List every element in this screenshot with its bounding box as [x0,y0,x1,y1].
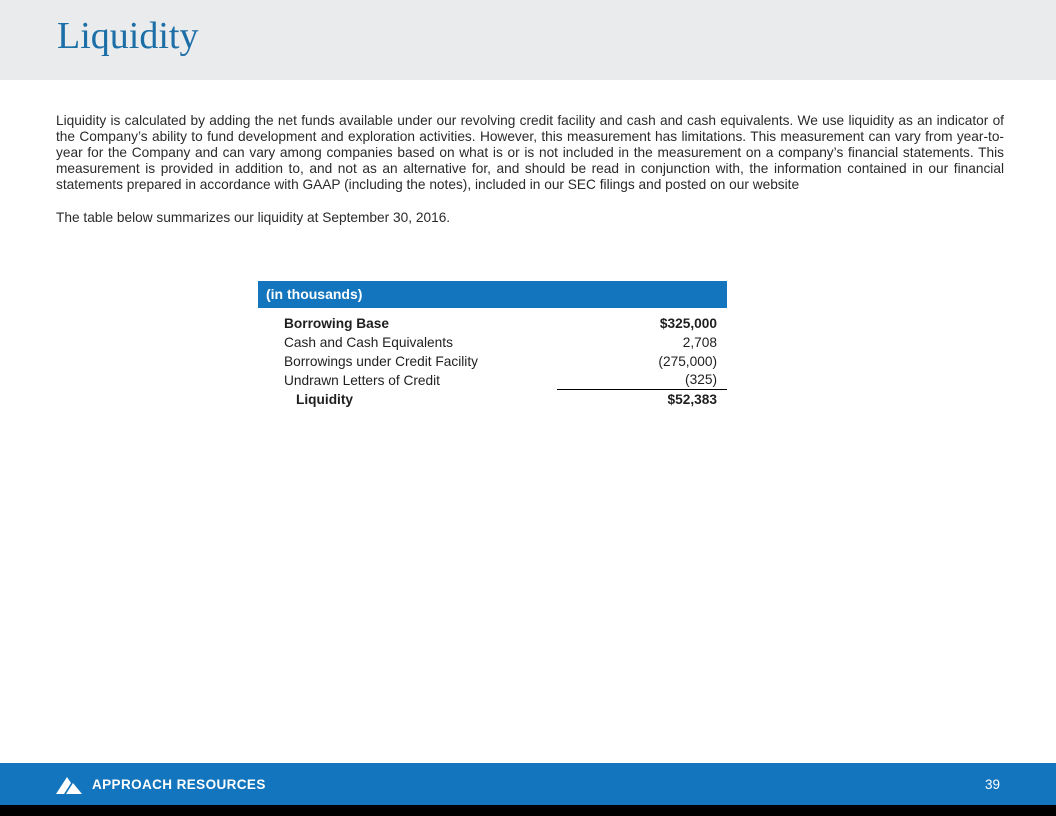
company-logo-icon [56,775,82,794]
table-row [258,371,727,390]
row-value: (275,000) [658,354,717,369]
row-label: Liquidity [296,392,354,407]
table-intro-text: The table below summarizes our liquidity at September 30, 2016. [56,210,451,225]
table-row [258,333,727,352]
row-label: Borrowing Base [284,316,389,331]
row-value: $52,383 [667,392,717,407]
footer-brand-text: APPROACH RESOURCES [92,776,266,792]
table-row [258,352,727,371]
table-row-total [258,390,727,409]
page-number: 39 [984,776,1000,792]
table-body [258,314,727,409]
row-label: Cash and Cash Equivalents [284,335,453,350]
row-value: 2,708 [682,335,717,350]
liquidity-table [258,281,727,409]
page-title: Liquidity [57,15,199,57]
body-paragraph: Liquidity is calculated by adding the net funds available under our revolving credit facility and cash and cash equivalents. We use liquidity as an indicator of the Company’s ability to fund development and exploration activities. However, this measurement has limitations. This measurement can vary from year-to-year for the Company and can vary among companies based on what is or is not included in the measurement on a company’s financial statements. This measurement is provided in addition to, and not as an alternative for, and should be read in conjunction with, the information contained in our financial statements prepared in accordance with GAAP (including the notes), included in our SEC filings and posted on our website [56,113,1004,192]
footer-bar [0,763,1056,805]
row-label: Undrawn Letters of Credit [284,373,440,388]
table-row [258,314,727,333]
bottom-black-bar [0,805,1056,816]
row-label: Borrowings under Credit Facility [284,354,478,369]
row-value: $325,000 [659,316,717,331]
table-header: (in thousands) [258,281,727,308]
row-value: (325) [557,371,727,390]
